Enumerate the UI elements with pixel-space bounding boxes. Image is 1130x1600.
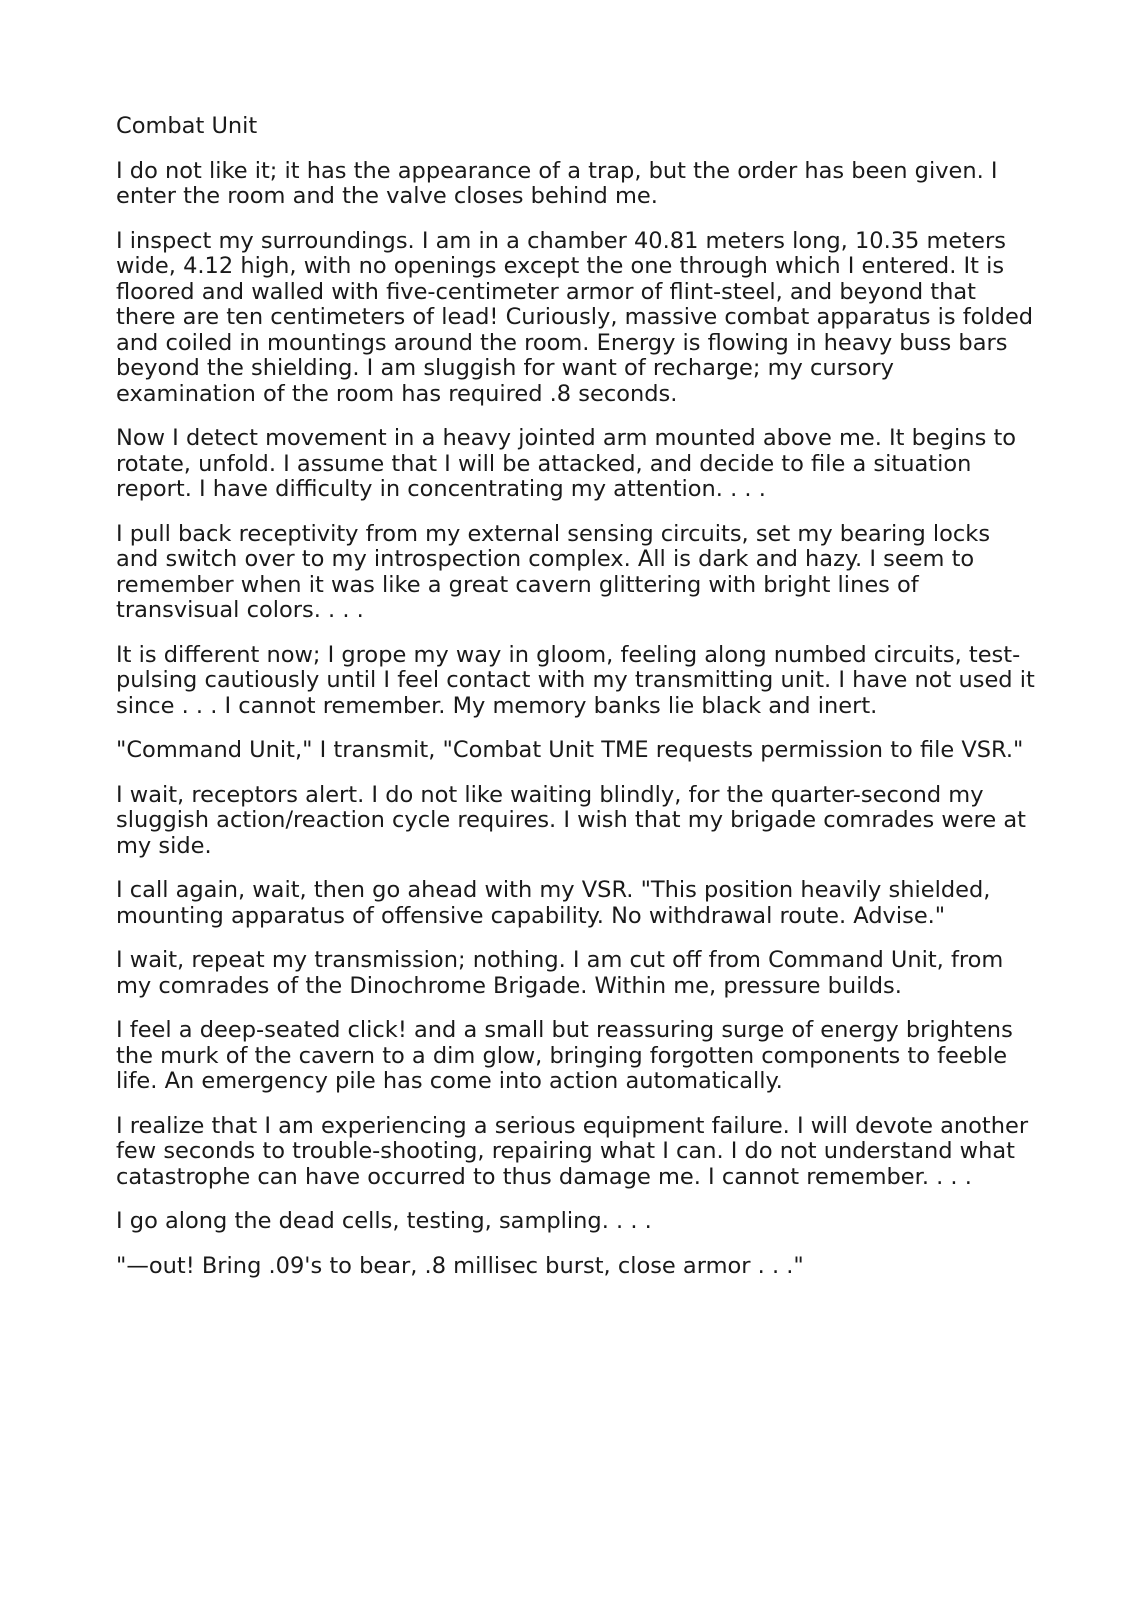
paragraph: I do not like it; it has the appearance of a trap, but the order has been given. I enter the room and the valve closes behind me. bbox=[116, 157, 998, 209]
paragraph: I inspect my surroundings. I am in a chamber 40.81 meters long, 10.35 meters wide, 4.12 high, with no openings except the one through which I entered. It is floored and walled with five-centimeter armor of flint-steel, and beyond that there are ten centimeters of lead! Curiously, massive combat apparatus is folded and coiled in mountings around the room. Energy is flowing in heavy buss bars beyond the shielding. I am sluggish for want of recharge; my cursory examination of the room has required .8 seconds. bbox=[116, 227, 1034, 407]
document-title: Combat Unit bbox=[116, 113, 258, 139]
paragraph: I call again, wait, then go ahead with my VSR. "This position heavily shielded, mounting apparatus of offensive capability. No withdrawal route. Advise." bbox=[116, 877, 991, 929]
paragraph: I wait, repeat my transmission; nothing. I am cut off from Command Unit, from my comrades of the Dinochrome Brigade. Within me, pressure builds. bbox=[116, 947, 1004, 999]
paragraph: I wait, receptors alert. I do not like waiting blindly, for the quarter-second my sluggish action/reaction cycle requires. I wish that my brigade comrades were at my side. bbox=[116, 781, 1026, 859]
paragraph: Now I detect movement in a heavy jointed arm mounted above me. It begins to rotate, unfold. I assume that I will be attacked, and decide to file a situation report. I have difficulty in concentrating my attention. . . . bbox=[116, 425, 1017, 502]
paragraph: I realize that I am experiencing a serious equipment failure. I will devote another few seconds to trouble-shooting, repairing what I can. I do not understand what catastrophe can have occurred to thus damage me. I cannot remember. . . . bbox=[116, 1112, 1029, 1190]
document-page bbox=[116, 114, 1036, 1298]
paragraph: "—out! Bring .09's to bear, .8 millisec burst, close armor . . ." bbox=[116, 1252, 804, 1279]
paragraph: I pull back receptivity from my external sensing circuits, set my bearing locks and switch over to my introspection complex. All is dark and hazy. I seem to remember when it was like a great cavern glittering with bright lines of transvisual colors. . . . bbox=[116, 520, 991, 623]
paragraph: I feel a deep-seated click! and a small but reassuring surge of energy brightens the murk of the cavern to a dim glow, bringing forgotten components to feeble life. An emergency pile has come into action automatically. bbox=[116, 1017, 1013, 1094]
paragraph: It is different now; I grope my way in gloom, feeling along numbed circuits, test-pulsing cautiously until I feel contact with my transmitting unit. I have not used it since . . . I cannot remember. My memory banks lie black and inert. bbox=[116, 641, 1035, 719]
paragraph: I go along the dead cells, testing, sampling. . . . bbox=[116, 1208, 652, 1234]
paragraph: "Command Unit," I transmit, "Combat Unit TME requests permission to file VSR." bbox=[116, 737, 1024, 763]
